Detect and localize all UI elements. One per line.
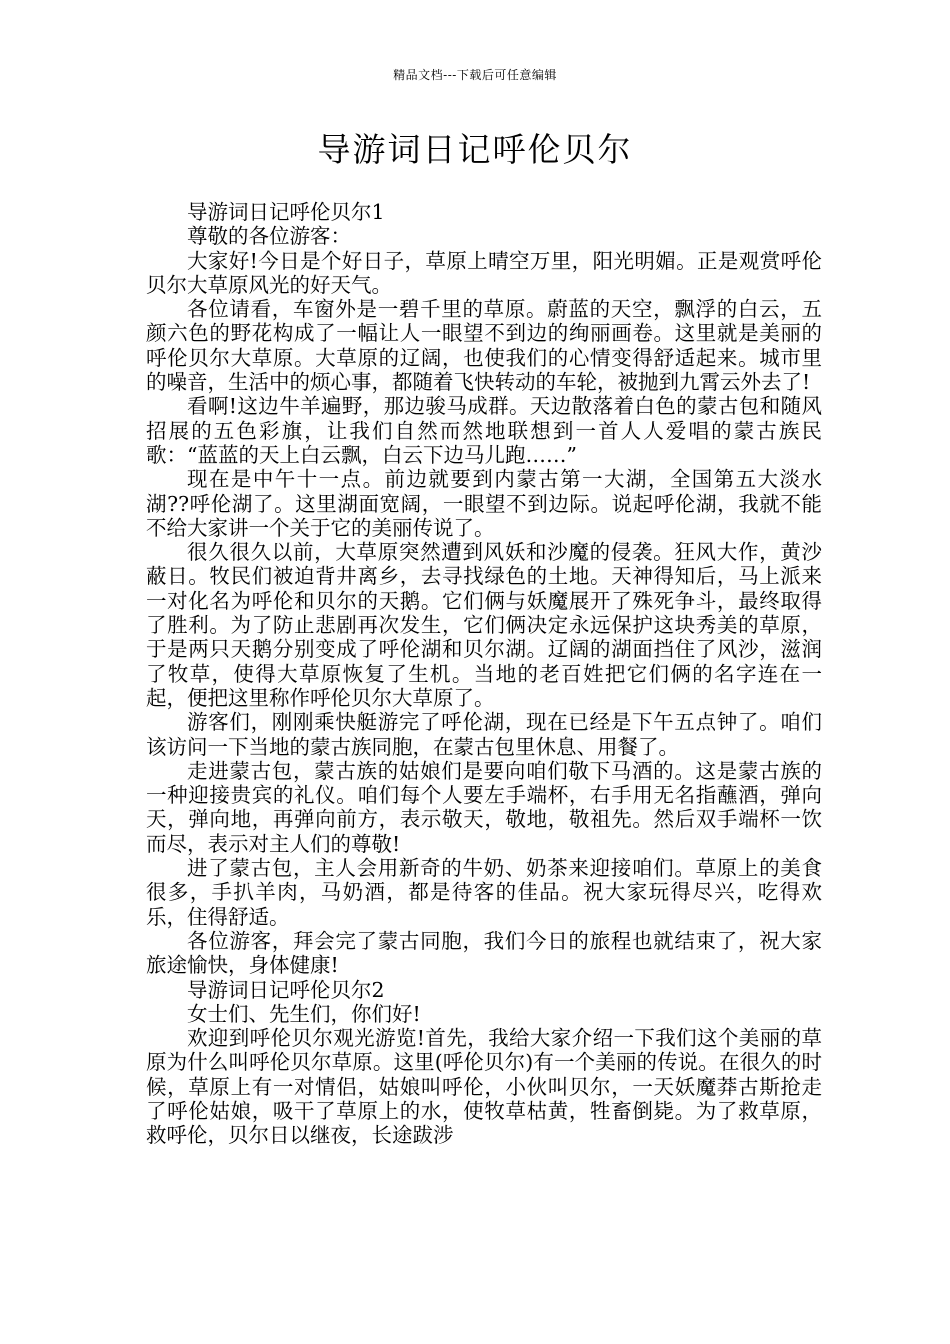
paragraph: 看啊!这边牛羊遍野，那边骏马成群。天边散落着白色的蒙古包和随风招展的五色彩旗，让我们自然而然地联想到一首人人爱唱的蒙古族民歌：“蓝蓝的天上白云飘，白云下边马儿跑……” — [146, 394, 822, 467]
paragraph: 现在是中午十一点。前边就要到内蒙古第一大湖，全国第五大淡水湖??呼伦湖了。这里湖面宽阔，一眼望不到边际。说起呼伦湖，我就不能不给大家讲一个关于它的美丽传说了。 — [146, 467, 822, 540]
paragraph: 进了蒙古包，主人会用新奇的牛奶、奶茶来迎接咱们。草原上的美食很多，手扒羊肉，马奶酒，都是待客的佳品。祝大家玩得尽兴，吃得欢乐，住得舒适。 — [146, 856, 822, 929]
paragraph: 大家好!今日是个好日子，草原上晴空万里，阳光明媚。正是观赏呼伦贝尔大草原风光的好天气。 — [146, 248, 822, 297]
paragraph: 各位游客，拜会完了蒙古同胞，我们今日的旅程也就结束了，祝大家旅途愉快，身体健康! — [146, 928, 822, 978]
greeting: 女士们、先生们，你们好! — [187, 1001, 421, 1026]
document-body — [146, 200, 822, 1148]
paragraph: 欢迎到呼伦贝尔观光游览!首先，我给大家介绍一下我们这个美丽的草原为什么叫呼伦贝尔草原。这里(呼伦贝尔)有一个美丽的传说。在很久的时候，草原上有一对情侣，姑娘叫呼伦，小伙叫贝尔，一天妖魔莽古斯抢走了呼伦姑娘，吸干了草原上的水，使牧草枯黄，牲畜倒毙。为了救草原，救呼伦，贝尔日以继夜，长途跋涉 — [146, 1026, 822, 1148]
document-title: 导游词日记呼伦贝尔 — [317, 130, 633, 169]
section-heading-2: 导游词日记呼伦贝尔2 — [187, 977, 385, 1002]
paragraph: 游客们，刚刚乘快艇游完了呼伦湖，现在已经是下午五点钟了。咱们该访问一下当地的蒙古族同胞，在蒙古包里休息、用餐了。 — [146, 710, 822, 759]
paragraph: 走进蒙古包，蒙古族的姑娘们是要向咱们敬下马酒的。这是蒙古族的一种迎接贵宾的礼仪。咱们每个人要左手端杯，右手用无名指蘸酒，弹向天，弹向地，再弹向前方，表示敬天，敬地，敬祖先。然后双手端杯一饮而尽，表示对主人们的尊敬! — [146, 758, 822, 856]
greeting: 尊敬的各位游客： — [187, 224, 351, 249]
paragraph: 很久很久以前，大草原突然遭到风妖和沙魔的侵袭。狂风大作，黄沙蔽日。牧民们被迫背井离乡，去寻找绿色的土地。天神得知后，马上派来一对化名为呼伦和贝尔的天鹅。它们俩与妖魔展开了殊死争斗，最终取得了胜利。为了防止悲剧再次发生，它们俩决定永远保护这块秀美的草原，于是两只天鹅分别变成了呼伦湖和贝尔湖。辽阔的湖面挡住了风沙，滋润了牧草，使得大草原恢复了生机。当地的老百姓把它们俩的名字连在一起，便把这里称作呼伦贝尔大草原了。 — [146, 540, 822, 710]
section-heading-1: 导游词日记呼伦贝尔1 — [187, 200, 385, 224]
header-note: 精品文档---下载后可任意编辑 — [393, 68, 557, 82]
paragraph: 各位请看，车窗外是一碧千里的草原。蔚蓝的天空，飘浮的白云，五颜六色的野花构成了一幅让人一眼望不到边的绚丽画卷。这里就是美丽的呼伦贝尔大草原。大草原的辽阔，也使我们的心情变得舒适起来。城市里的噪音，生活中的烦心事，都随着飞快转动的车轮，被抛到九霄云外去了! — [146, 297, 822, 395]
